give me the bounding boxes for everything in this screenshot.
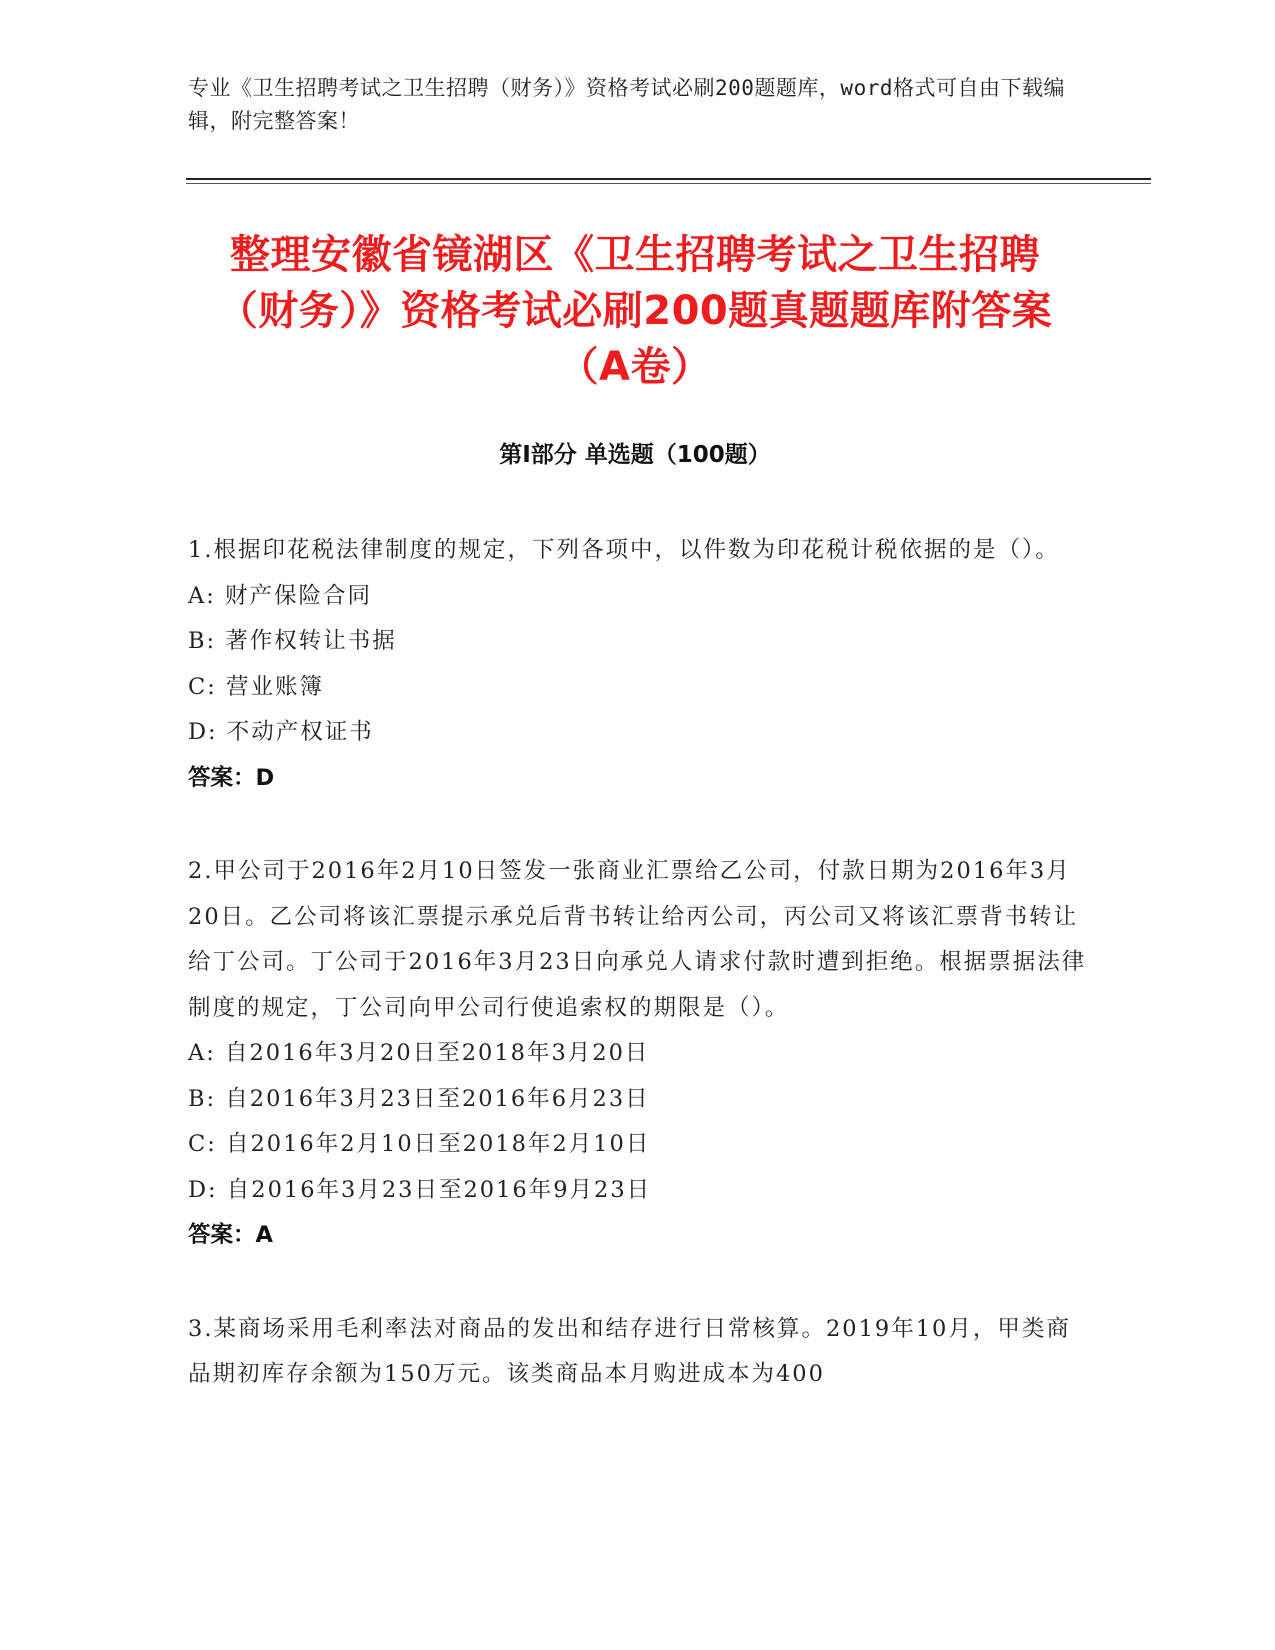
question-list [188, 528, 1088, 1446]
document-title: 整理安徽省镜湖区《卫生招聘考试之卫生招聘（财务）》资格考试必刷200题真题题库附答案（A卷） [217, 232, 1053, 390]
option-c: C: 自2016年2月10日至2018年2月10日 [188, 1131, 651, 1157]
answer-label: 答案：D [188, 764, 275, 791]
question-stem: 2.甲公司于2016年2月10日签发一张商业汇票给乙公司，付款日期为2016年3月20日。乙公司将该汇票提示承兑后背书转让给丙公司，丙公司又将该汇票背书转让给丁公司。丁公司于2016年3月23日向承兑人请求付款时遭到拒绝。根据票据法律制度的规定，丁公司向甲公司行使追索权的期限是（）。 [188, 858, 1087, 1021]
option-d: D: 不动产权证书 [188, 719, 374, 745]
question-stem: 3.某商场采用毛利率法对商品的发出和结存进行日常核算。2019年10月，甲类商品期初库存余额为150万元。该类商品本月购进成本为400 [188, 1315, 1071, 1387]
header-divider [186, 178, 1151, 180]
option-a: A: 财产保险合同 [188, 582, 372, 609]
section-title: 第Ⅰ部分 单选题（100题） [499, 442, 771, 468]
question-2 [188, 849, 1088, 1259]
option-b: B: 著作权转让书据 [188, 628, 397, 654]
header-divider-thin [186, 183, 1151, 184]
option-d: D: 自2016年3月23日至2016年9月23日 [188, 1176, 652, 1203]
header-note: 专业《卫生招聘考试之卫生招聘（财务）》资格考试必刷200题题库，word格式可自由下载编辑，附完整答案！ [188, 76, 1065, 133]
answer-label: 答案：A [188, 1222, 273, 1248]
option-c: C: 营业账簿 [188, 673, 324, 700]
option-b: B: 自2016年3月23日至2016年6月23日 [188, 1085, 650, 1112]
option-a: A: 自2016年3月20日至2018年3月20日 [188, 1040, 650, 1066]
question-3 [188, 1307, 1088, 1398]
question-1 [188, 528, 1088, 801]
question-stem: 1.根据印花税法律制度的规定，下列各项中，以件数为印花税计税依据的是（）。 [188, 537, 1060, 563]
